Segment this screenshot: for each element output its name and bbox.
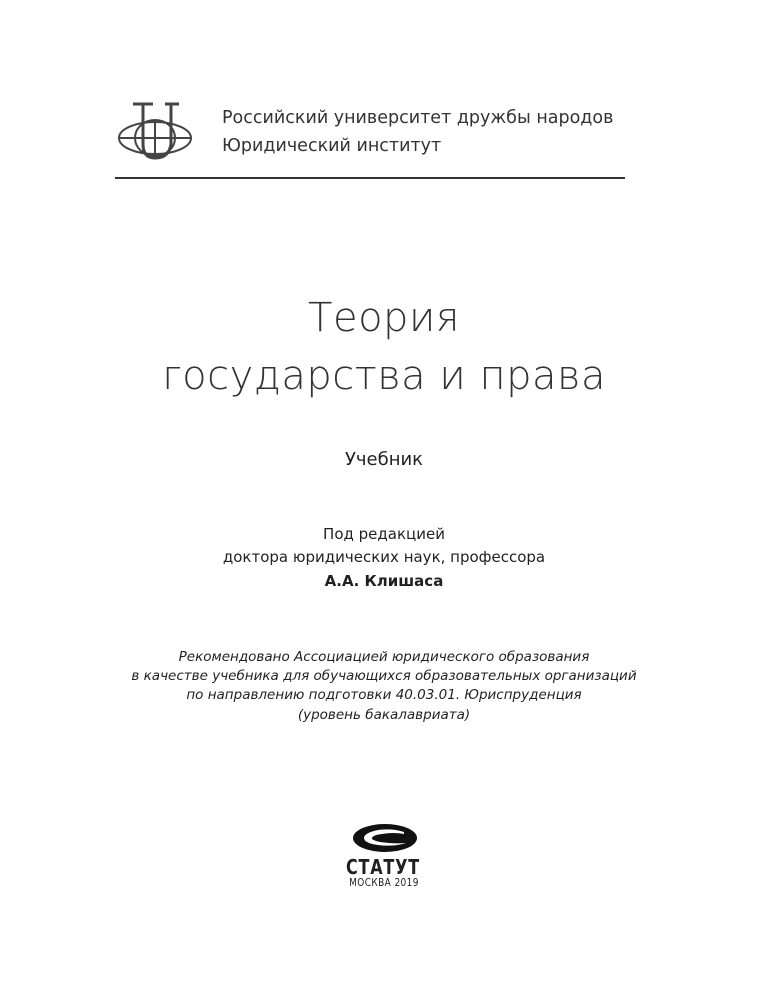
- recommendation-line: по направлению подготовки 40.03.01. Юриспруденция: [186, 687, 582, 703]
- book-title-line1: Теория: [308, 295, 460, 341]
- book-title-line2: государства и права: [162, 353, 606, 399]
- publisher-city-year: МОСКВА 2019: [349, 877, 419, 889]
- statut-logo-icon: [352, 823, 418, 853]
- recommendation-line: (уровень бакалавриата): [297, 707, 471, 723]
- university-name: Российский университет дружбы народов: [222, 108, 614, 128]
- rudn-logo: [115, 100, 195, 165]
- recommendation-line: в качестве учебника для обучающихся образовательных организаций: [131, 668, 637, 684]
- book-type: Учебник: [344, 449, 424, 470]
- editor-line1: Под редакцией: [323, 525, 445, 543]
- recommendation-line: Рекомендовано Ассоциацией юридического образования: [178, 649, 590, 665]
- header-divider: [115, 177, 625, 179]
- institute-name: Юридический институт: [222, 136, 442, 156]
- publisher-name: СТАТУТ: [345, 855, 420, 879]
- editor-name: А.А. Клишаса: [324, 572, 444, 590]
- editor-line2: доктора юридических наук, профессора: [222, 548, 546, 566]
